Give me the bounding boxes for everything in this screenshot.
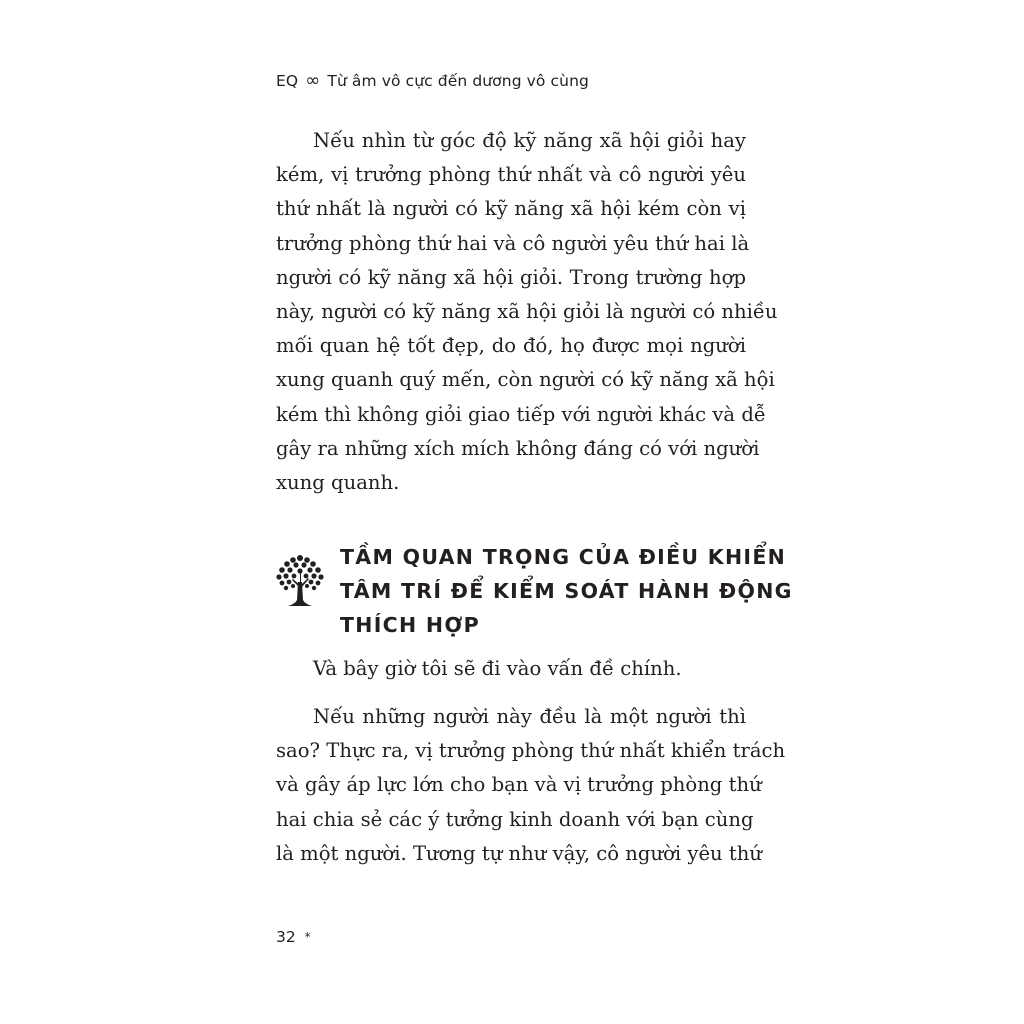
text-line: người có kỹ năng xã hội giỏi. Trong trường hợp <box>276 265 746 289</box>
text-line: Nếu những người này đều là một người thì <box>313 705 746 728</box>
tree-icon <box>274 552 326 608</box>
text-line: kém, vị trưởng phòng thứ nhất và cô người yêu <box>276 163 746 187</box>
section-heading <box>340 540 793 642</box>
page-number: 32 <box>276 928 296 946</box>
text-line: và gây áp lực lớn cho bạn và vị trưởng phòng thứ <box>276 773 762 797</box>
text-line: kém thì không giỏi giao tiếp với người khác và dễ <box>276 402 766 426</box>
header-book-short: EQ <box>276 72 299 90</box>
section-heading-block <box>274 540 793 644</box>
heading-line: THÍCH HỢP <box>340 613 480 637</box>
text-line: Nếu nhìn từ góc độ kỹ năng xã hội giỏi hay <box>313 129 746 152</box>
paragraph-1 <box>276 124 778 500</box>
text-line: xung quanh. <box>276 471 400 495</box>
infinity-icon: ∞ <box>305 70 321 91</box>
paragraph-2 <box>276 652 746 686</box>
text-line: xung quanh quý mến, còn người có kỹ năng xã hội <box>276 368 775 392</box>
text-line: gây ra những xích mích không đáng có với người <box>276 436 760 460</box>
text-line: Và bây giờ tôi sẽ đi vào vấn đề chính. <box>313 657 682 680</box>
text-line: mối quan hệ tốt đẹp, do đó, họ được mọi người <box>276 334 746 358</box>
text-line: là một người. Tương tự như vậy, cô người yêu thứ <box>276 841 763 865</box>
page-footer <box>276 928 311 946</box>
header-book-title: Từ âm vô cực đến dương vô cùng <box>327 72 589 90</box>
text-line: trưởng phòng thứ hai và cô người yêu thứ hai là <box>276 231 750 255</box>
running-header <box>276 70 589 91</box>
text-line: thứ nhất là người có kỹ năng xã hội kém còn vị <box>276 197 746 221</box>
text-line: này, người có kỹ năng xã hội giỏi là người có nhiều <box>276 300 778 324</box>
heading-line: TẦM QUAN TRỌNG CỦA ĐIỀU KHIỂN <box>340 545 787 569</box>
text-line: hai chia sẻ các ý tưởng kinh doanh với bạn cùng <box>276 807 754 831</box>
paragraph-3 <box>276 700 786 871</box>
star-icon: * <box>304 930 311 944</box>
text-line: sao? Thực ra, vị trưởng phòng thứ nhất khiển trách <box>276 739 786 763</box>
heading-line: TÂM TRÍ ĐỂ KIỂM SOÁT HÀNH ĐỘNG <box>340 579 793 603</box>
